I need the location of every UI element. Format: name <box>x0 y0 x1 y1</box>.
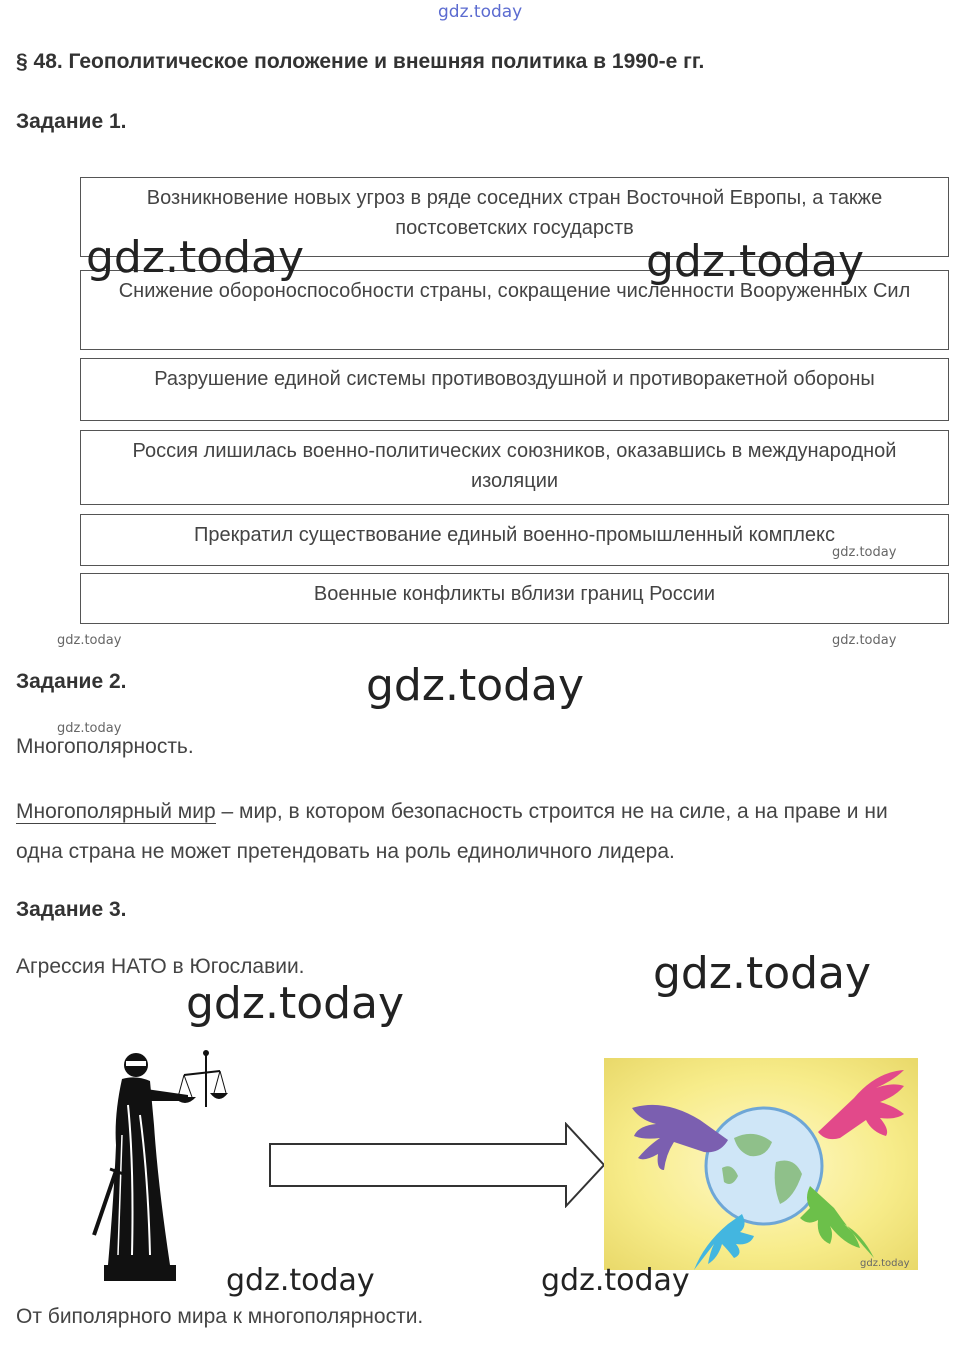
watermark: gdz.today <box>541 1263 690 1298</box>
task3-answer: Агрессия НАТО в Югославии. <box>16 955 305 978</box>
watermark: gdz.today <box>57 721 122 736</box>
task2-heading: Задание 2. <box>16 670 127 693</box>
watermark: gdz.today <box>646 236 865 287</box>
task1-box-1: Возникновение новых угроз в ряде соседних стран Восточной Европы, а также постсоветских государств <box>80 177 949 257</box>
task2-definition-paragraph <box>16 792 916 872</box>
task1-box-5: Прекратил существование единый военно-промышленный комплекс <box>80 514 949 566</box>
hands-around-globe-picture <box>604 1058 918 1270</box>
task3-heading: Задание 3. <box>16 898 127 921</box>
watermark: gdz.today <box>832 545 897 560</box>
right-arrow-icon <box>268 1122 608 1208</box>
task1-box-3: Разрушение единой системы противовоздушной и противоракетной обороны <box>80 358 949 421</box>
watermark-text: gdz.today <box>860 1258 910 1269</box>
justice-statue-icon <box>88 1045 228 1285</box>
watermark: gdz.today <box>186 978 405 1029</box>
task2-answer: Многополярность. <box>16 735 194 758</box>
watermark: gdz.today <box>832 633 897 648</box>
watermark-top: gdz.today <box>438 2 523 22</box>
watermark: gdz.today <box>86 232 305 283</box>
page-title: § 48. Геополитическое положение и внешняя политика в 1990-е гг. <box>16 50 705 73</box>
watermark: gdz.today <box>366 660 585 711</box>
task1-box-6: Военные конфликты вблизи границ России <box>80 573 949 624</box>
task2-term: Многополярный мир <box>16 800 216 823</box>
watermark: gdz.today <box>653 948 872 999</box>
watermark: gdz.today <box>226 1263 375 1298</box>
task3-caption: От биполярного мира к многополярности. <box>16 1305 424 1328</box>
task1-box-4: Россия лишилась военно-политических союзников, оказавшись в международной изоляции <box>80 430 949 505</box>
watermark: gdz.today <box>57 633 122 648</box>
task1-heading: Задание 1. <box>16 110 127 133</box>
task1-box-2: Снижение обороноспособности страны, сокращение численности Вооруженных Сил <box>80 270 949 350</box>
task2-definition: – мир, в котором безопасность строится не на силе, а на праве и ни одна страна не может претендовать на роль единоличного лидера. <box>16 800 888 863</box>
